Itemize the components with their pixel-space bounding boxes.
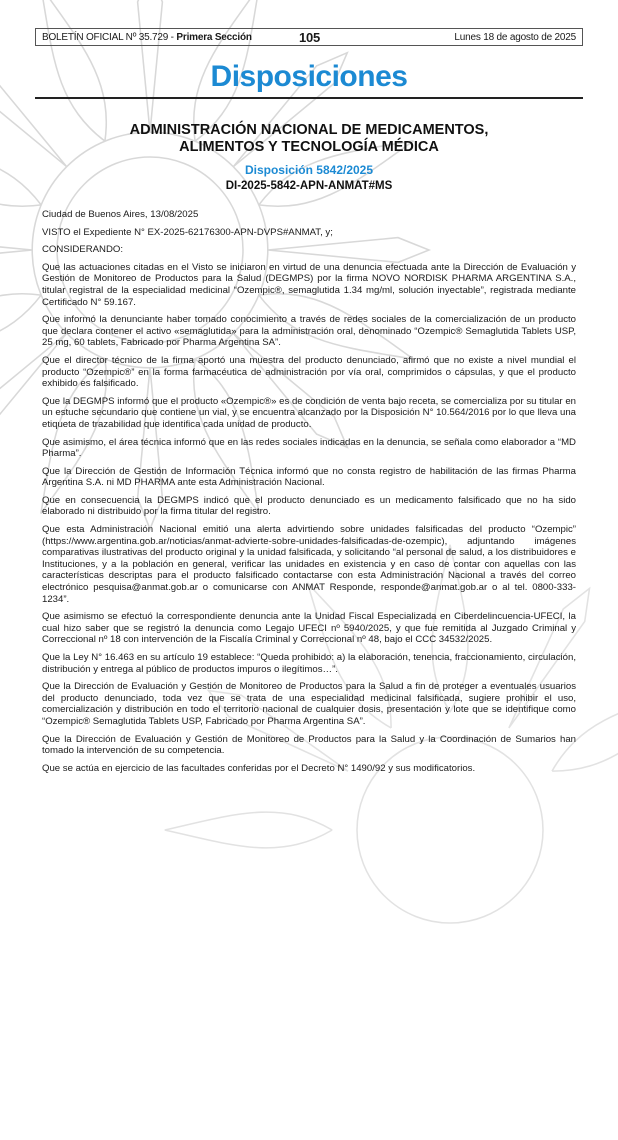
paragraph: Que esta Administración Nacional emitió una alerta advirtiendo sobre unidades falsificadas del producto “Ozempic” (https://www.argentina.gob.ar/noticias/anmat-advierte-sobre-unidades-falsificadas-de-ozempic), adjuntando imágenes comparativas ilustrativas del producto original y la unidad falsificada, y solicitando “al personal de salud, a los distribuidores e Instituciones, y a la población en general, verificar las unidades en existencia y en caso de contar con aquellas con las características descriptas para el producto falsificado contactarse con esta Administración Nacional a través del correo electrónico pesquisa@anmat.gob.ar o comunicarse con ANMAT Responde, responde@anmat.gob.ar o al tel. 0800-333-1234”. xyxy=(42,524,576,605)
paragraph: Que informó la denunciante haber tomado conocimiento a través de redes sociales de la comercialización de un producto que declara contener el activo «semaglutida» para la administración oral, denominado “Ozempic® Semaglutida Tablets USP, 25 mg, 60 tablets, Fabricado por Pharma Argentina SA”. xyxy=(42,314,576,349)
header-bulletin xyxy=(42,32,252,43)
paragraph: Que la DEGMPS informó que el producto «Ozempic®» es de condición de venta bajo receta, se comercializa por su titular en un estuche secundario que contiene un vial, y se encuentra alcanzado por la Disposición N° 10.564/2016 por lo que lleva una etiqueta de trazabilidad que identifica cada unidad de producto. xyxy=(42,395,576,430)
section-title: Disposiciones xyxy=(210,60,408,93)
disposition-number: Disposición 5842/2025 xyxy=(244,163,374,177)
paragraph: Que el director técnico de la firma aportó una muestra del producto denunciado, afirmó que no existe a nivel mundial el producto “Ozempic®” en la forma farmacéutica de administración por vía oral, comprimidos o cápsulas, y que el producto exhibido es falsificado. xyxy=(42,354,576,390)
paragraph: Que se actúa en ejercicio de las facultades conferidas por el Decreto N° 1490/92 y sus modificatorios. xyxy=(42,762,476,774)
paragraph: Que la Dirección de Evaluación y Gestión de Monitoreo de Productos para la Salud a fin de proteger a eventuales usuarios del producto denunciado, toda vez que se trata de una especialidad medicinal falsificada, sugiere prohibir el uso, comercialización y distribución en todo el territorio nacional de cualquier dosis, presentación y lote que se identifique como “Ozempic® Semaglutida Tablets USP, Fabricado por Pharma Argentina SA”. xyxy=(42,681,576,727)
place-date: Ciudad de Buenos Aires, 13/08/2025 xyxy=(42,209,199,220)
paragraph: Que asimismo, el área técnica informó que en las redes sociales indicadas en la denuncia, se señala como elaborador a “MD Pharma”. xyxy=(42,436,576,460)
document-body xyxy=(42,209,576,780)
visto-line: VISTO el Expediente N° EX-2025-62176300-APN-DVPS#ANMAT, y; xyxy=(42,226,333,238)
paragraph: Que la Dirección de Evaluación y Gestión de Monitoreo de Productos para la Salud y la Coordinación de Sumarios han tomado la intervención de su competencia. xyxy=(42,733,576,757)
header-date: Lunes 18 de agosto de 2025 xyxy=(454,31,576,43)
organization-line-2: ALIMENTOS Y TECNOLOGÍA MÉDICA xyxy=(179,139,439,155)
paragraph: Que la Ley N° 16.463 en su artículo 19 establece: “Queda prohibido: a) la elaboración, tenencia, fraccionamiento, circulación, distribución y entrega al público de productos impuros o ilegítimos…”. xyxy=(42,652,576,675)
section-divider xyxy=(35,97,583,99)
bulletin-number: BOLETÍN OFICIAL Nº 35.729 - xyxy=(42,31,177,43)
paragraph: Que la Dirección de Gestión de Información Técnica informó que no consta registro de habilitación de las firmas Pharma Argentina S.A. ni MD PHARMA ante esta Administración Nacional. xyxy=(42,465,576,489)
page-header xyxy=(35,28,583,46)
paragraph: Que las actuaciones citadas en el Visto se iniciaron en virtud de una denuncia efectuada ante la Dirección de Evaluación y Gestión de Monitoreo de Productos para la Salud (DEGMPS) por la firma NOVO NORDISK PHARMA ARGENTINA S.A., titular registral de la especialidad medicinal “Ozempic®, semaglutida 1.34 mg/ml, solución inyectable”, registrada mediante Certificado N° 59.167. xyxy=(42,261,576,308)
considerando-heading: CONSIDERANDO: xyxy=(42,244,124,256)
paragraph: Que en consecuencia la DEGMPS indicó que el producto denunciado es un medicamento falsificado que no ha sido elaborado ni distribuido por la firma titular del registro. xyxy=(42,494,576,518)
page-number: 105 xyxy=(299,29,321,45)
organization-line-1: ADMINISTRACIÓN NACIONAL DE MEDICAMENTOS, xyxy=(129,122,489,138)
section-name: Primera Sección xyxy=(176,31,252,43)
disposition-code: DI-2025-5842-APN-ANMAT#MS xyxy=(225,180,393,192)
paragraph: Que asimismo se efectuó la correspondiente denuncia ante la Unidad Fiscal Especializada en Ciberdelincuencia-UFECI, la cual hizo saber que se registró la denuncia como Legajo UFECI nº 5940/2025, y que fue remitida al Juzgado Criminal y Correccional nº 18 con intervención de la Fiscalía Criminal y Correccional nº 48, bajo el CCC 34532/2025. xyxy=(42,611,576,646)
organization-title xyxy=(0,122,618,156)
